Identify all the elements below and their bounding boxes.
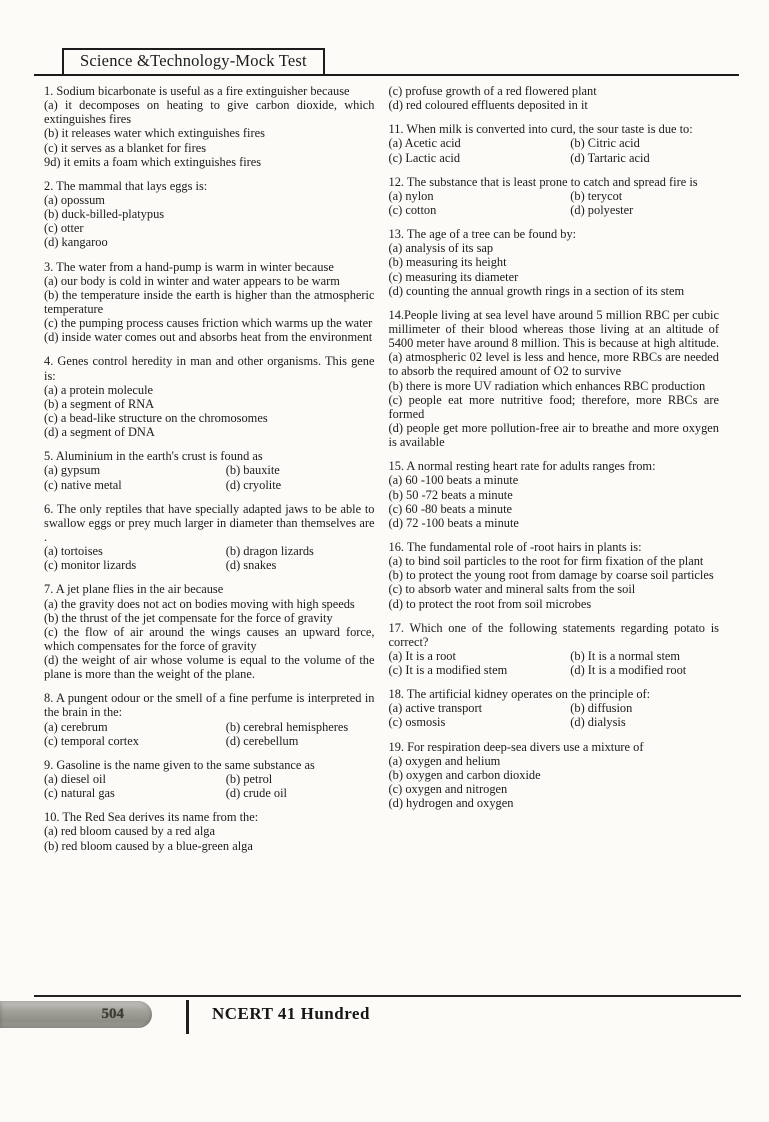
option: (a) active transport: [388, 701, 483, 716]
question-text: 11. When milk is converted into curd, the sour taste is due to:: [388, 122, 693, 137]
option: (d) kangaroo: [44, 235, 108, 250]
option: (c) osmosis: [388, 715, 446, 730]
option: (a) opossum: [44, 192, 105, 207]
option: (c) native metal: [44, 477, 122, 492]
question-text: 12. The substance that is least prone to catch and spread fire is: [388, 174, 698, 189]
question-text: 8. A pungent odour or the smell of a fine perfume is interpreted in the brain in the:: [44, 691, 375, 720]
footer-divider: [186, 1000, 189, 1034]
page-title-box: [62, 48, 325, 76]
option: (c) cotton: [388, 202, 437, 217]
option: (d) crude oil: [225, 786, 288, 801]
option: (d) cryolite: [225, 477, 282, 492]
question-text: 6. The only reptiles that have specially adapted jaws to be able to swallow eggs or prey much larger in diameter than themselves are .: [44, 501, 375, 544]
option: (a) a protein molecule: [44, 382, 154, 397]
page-footer: [0, 1000, 769, 1040]
option: (b) cerebral hemispheres: [225, 719, 349, 734]
option: (a) it decomposes on heating to give carbon dioxide, which extinguishes fires: [44, 98, 375, 127]
page-title: Science &Technology-Mock Test: [80, 51, 307, 70]
question-text: 2. The mammal that lays eggs is:: [44, 178, 208, 193]
question-text: 10. The Red Sea derives its name from the:: [44, 810, 259, 825]
option: (b) the temperature inside the earth is higher than the atmospheric temperature: [44, 287, 375, 316]
option: (a) to bind soil particles to the root for firm fixation of the plant: [388, 554, 704, 569]
option: (d) hydrogen and oxygen: [388, 796, 514, 811]
option: (d) a segment of DNA: [44, 425, 155, 440]
question-text: 19. For respiration deep-sea divers use a mixture of: [388, 739, 644, 754]
option: (b) It is a normal stem: [570, 648, 681, 663]
option: (d) people get more pollution-free air to breathe and more oxygen is available: [388, 420, 719, 450]
question-block: [44, 260, 375, 345]
option: (d) polyester: [570, 202, 634, 217]
option: (c) the flow of air around the wings causes an upward force, which compensates for the force of gravity: [44, 624, 375, 653]
question-text: 1. Sodium bicarbonate is useful as a fire extinguisher because: [44, 84, 350, 98]
options-grid: [389, 189, 720, 217]
option: (b) duck-billed-platypus: [44, 207, 165, 222]
option: (b) 50 -72 beats a minute: [388, 487, 513, 502]
options-grid: [389, 136, 720, 164]
option: (b) to protect the young root from damage by coarse soil particles: [388, 568, 714, 583]
right-column: [389, 84, 720, 863]
option: (a) oxygen and helium: [388, 753, 501, 768]
question-block: [389, 540, 720, 611]
option: (c) a bead-like structure on the chromosomes: [44, 410, 268, 425]
question-block: [44, 582, 375, 681]
option: (d) inside water comes out and absorbs heat from the environment: [44, 330, 373, 345]
question-text: 4. Genes control heredity in man and other organisms. This gene is:: [44, 354, 375, 383]
options-grid: [44, 720, 375, 748]
option: (c) monitor lizards: [44, 558, 137, 573]
option: (b) Citric acid: [570, 136, 640, 151]
option: (a) gypsum: [44, 463, 101, 478]
option: (c) people eat more nutritive food; therefore, more RBCs are formed: [388, 392, 719, 421]
option: (d) It is a modified root: [570, 663, 687, 678]
question-text: 13. The age of a tree can be found by:: [388, 227, 577, 242]
question-block: [44, 691, 375, 748]
left-column: [44, 84, 375, 863]
option: (a) our body is cold in winter and water appears to be warm: [44, 273, 340, 288]
option: (c) 60 -80 beats a minute: [388, 501, 513, 516]
question-text: 15. A normal resting heart rate for adults ranges from:: [388, 459, 656, 474]
option: (c) temporal cortex: [44, 733, 139, 748]
option: (b) the thrust of the jet compensate for the force of gravity: [44, 610, 333, 625]
question-text: 14.People living at sea level have around 5 million RBC per cubic millimeter of their blood whereas those living at an altitude of 5400 meter have around 8 million. This is because at high altitude.: [388, 307, 719, 351]
question-block: [389, 740, 720, 811]
option: (c) oxygen and nitrogen: [388, 782, 508, 797]
footer-rule: [34, 995, 741, 997]
option: (c) the pumping process causes friction which warms up the water: [44, 316, 373, 331]
option: (d) Tartaric acid: [570, 150, 650, 165]
option: (d) dialysis: [570, 715, 626, 730]
option: (a) analysis of its sap: [388, 241, 494, 256]
question-block: [389, 459, 720, 530]
question-text: 9. Gasoline is the name given to the same substance as: [44, 757, 315, 772]
option: (b) diffusion: [570, 701, 633, 716]
option: (a) atmospheric 02 level is less and hence, more RBCs are needed to absorb the required amount of O2 to survive: [388, 350, 719, 379]
question-text: 3. The water from a hand-pump is warm in winter because: [44, 259, 334, 274]
option: (a) It is a root: [388, 648, 456, 663]
question-block: [389, 175, 720, 217]
option: (c) It is a modified stem: [388, 663, 508, 678]
option: (b) terycot: [570, 188, 623, 203]
option: (a) red bloom caused by a red alga: [44, 824, 215, 839]
option: (c) natural gas: [44, 786, 115, 801]
option: (d) cerebellum: [225, 733, 299, 748]
question-block: [389, 687, 720, 729]
option: (a) the gravity does not act on bodies moving with high speeds: [44, 596, 355, 611]
option: (b) dragon lizards: [225, 544, 314, 559]
question-block: [44, 810, 375, 852]
option: (d) the weight of air whose volume is equal to the volume of the plane is more than the weight of the plane.: [44, 653, 375, 682]
question-text: 16. The fundamental role of -root hairs in plants is:: [388, 539, 642, 554]
option: (d) counting the annual growth rings in a section of its stem: [388, 283, 685, 298]
question-block: [44, 179, 375, 250]
option: 9d) it emits a foam which extinguishes fires: [44, 154, 262, 169]
option: (a) tortoises: [44, 544, 103, 559]
option: (b) petrol: [225, 772, 273, 787]
question-block: [44, 84, 375, 169]
option: (b) bauxite: [225, 463, 280, 478]
option: (a) cerebrum: [44, 719, 108, 734]
options-grid: [389, 701, 720, 729]
question-block: [44, 354, 375, 439]
option: (c) measuring its diameter: [388, 269, 519, 284]
option: (c) it serves as a blanket for fires: [44, 140, 207, 155]
page-header: [0, 48, 769, 76]
question-text: 5. Aluminium in the earth's crust is found as: [44, 449, 263, 464]
page-number-badge: 504: [0, 1001, 152, 1028]
footer-book-title: NCERT 41 Hundred: [212, 1004, 370, 1023]
option: (a) Acetic acid: [388, 136, 461, 151]
option: (d) red coloured effluents deposited in it: [388, 98, 588, 113]
option: (d) snakes: [225, 558, 277, 573]
question-block: [389, 621, 720, 678]
question-text: 7. A jet plane flies in the air because: [44, 582, 224, 597]
option: (b) a segment of RNA: [44, 396, 155, 411]
option: (b) red bloom caused by a blue-green alga: [44, 838, 253, 853]
options-grid: [389, 649, 720, 677]
options-grid: [44, 463, 375, 491]
option: (b) measuring its height: [388, 255, 507, 270]
option: (d) to protect the root from soil microbes: [388, 596, 592, 611]
option: (a) 60 -100 beats a minute: [388, 473, 519, 488]
option: (b) it releases water which extinguishes fires: [44, 126, 265, 141]
question-block: [44, 502, 375, 573]
option: (c) profuse growth of a red flowered plant: [388, 84, 597, 98]
options-grid: [44, 544, 375, 572]
option: (a) nylon: [388, 188, 434, 203]
question-block: [389, 122, 720, 164]
question-block: [44, 758, 375, 800]
question-text: 18. The artificial kidney operates on the principle of:: [388, 687, 651, 702]
option: (c) to absorb water and mineral salts from the soil: [388, 582, 636, 597]
question-columns: [44, 84, 719, 863]
question-block: [389, 84, 720, 112]
question-block: [44, 449, 375, 491]
question-block: [389, 308, 720, 449]
option: (d) 72 -100 beats a minute: [388, 515, 519, 530]
question-text: 17. Which one of the following statements regarding potato is correct?: [388, 620, 719, 649]
option: (b) oxygen and carbon dioxide: [388, 767, 541, 782]
option: (c) otter: [44, 221, 84, 236]
option: (c) Lactic acid: [388, 150, 461, 165]
option: (b) there is more UV radiation which enhances RBC production: [388, 378, 706, 393]
options-grid: [44, 772, 375, 800]
question-block: [389, 227, 720, 298]
option: (a) diesel oil: [44, 772, 106, 787]
